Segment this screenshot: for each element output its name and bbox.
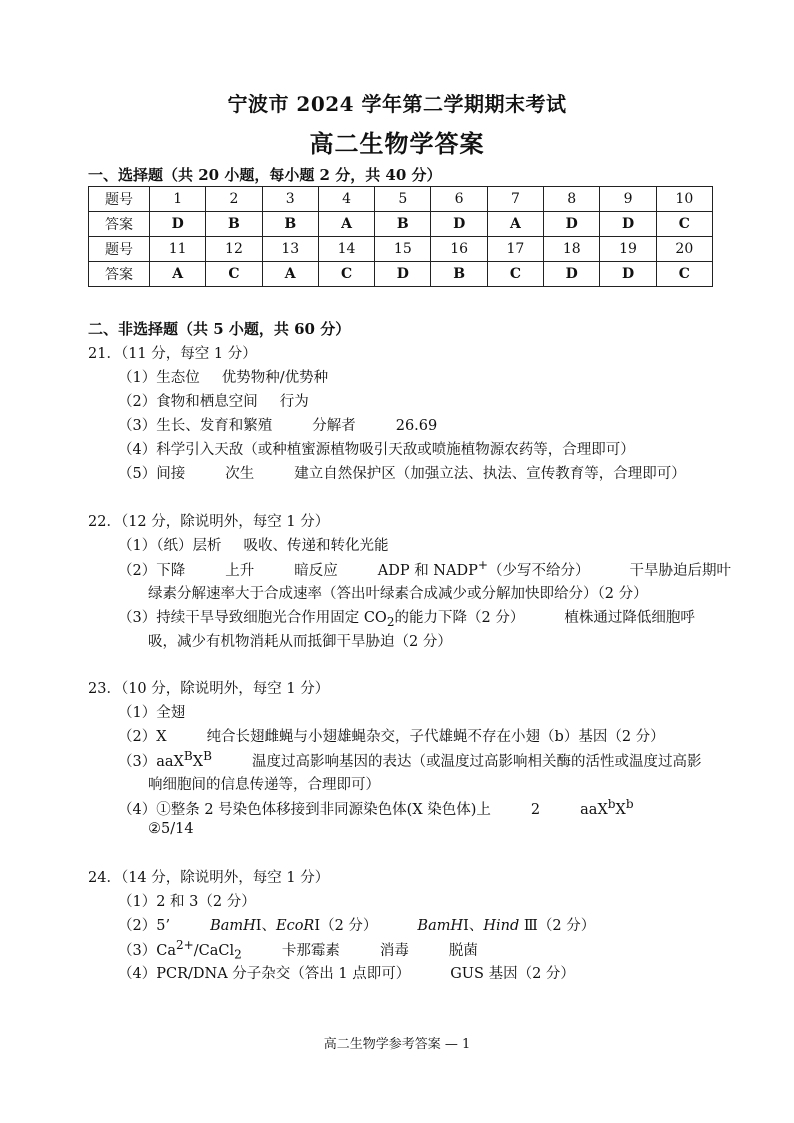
section-heading-nonchoice: 二、非选择题（共 5 小题，共 60 分） <box>88 320 351 338</box>
q24-answer-2 <box>118 914 595 935</box>
q23-answer-1: （1）全翅 <box>118 705 186 721</box>
page-footer: 高二生物学参考答案 — 1 <box>323 1037 471 1052</box>
answer-text: 26.69 <box>395 418 438 434</box>
answer-text: Ⅰ、 <box>463 918 484 934</box>
table-row <box>89 262 713 287</box>
table-row <box>89 237 713 262</box>
table-cell: 9 <box>600 187 656 212</box>
answer-cell: C <box>318 262 374 287</box>
answer-text: 的能力下降（2 分） <box>394 610 525 626</box>
q21-answer-4: （4）科学引入天敌（或种植蜜源植物吸引天敌或喷施植物源农药等，合理即可） <box>118 442 635 458</box>
q21-heading: 21．（11 分，每空 1 分） <box>88 346 257 362</box>
table-cell: 19 <box>600 237 656 262</box>
answer-text: （3）持续干旱导致细胞光合作用固定 CO <box>118 610 387 626</box>
answer-cell: B <box>262 212 318 237</box>
answer-text: （5）间接 <box>118 466 186 482</box>
answer-cell: D <box>150 212 206 237</box>
answer-text: 上升 <box>225 562 255 579</box>
answer-cell: B <box>206 212 262 237</box>
enzyme-name: EcoR <box>276 918 315 934</box>
enzyme-name: Hind <box>483 918 520 934</box>
q21-answer-3 <box>118 414 437 435</box>
q21-answer-5 <box>118 462 686 483</box>
enzyme-name: BamH <box>210 918 256 934</box>
superscript: B <box>203 749 212 763</box>
answer-text: X <box>192 753 204 770</box>
answer-text: 温度过高影响基因的表达（或温度过高影响相关酶的活性或温度过高影 <box>251 753 702 770</box>
answer-text: X <box>615 801 626 818</box>
table-cell: 12 <box>206 237 262 262</box>
answer-text: Ⅲ（2 分） <box>519 918 596 934</box>
answer-cell: D <box>544 262 600 287</box>
table-cell: 17 <box>487 237 543 262</box>
answer-text: （2）X <box>118 729 167 745</box>
answer-text: 植株通过降低细胞呼 <box>564 610 695 626</box>
answer-text: /CaCl <box>193 942 235 959</box>
section-heading-choice: 一、选择题（共 20 小题，每小题 2 分，共 40 分） <box>88 166 442 184</box>
table-cell: 10 <box>656 187 712 212</box>
superscript: + <box>477 558 488 572</box>
answer-text: 行为 <box>279 394 309 410</box>
answer-text: GUS 基因（2 分） <box>450 966 575 982</box>
table-cell: 4 <box>318 187 374 212</box>
page-subtitle: 高二生物学答案 <box>309 129 485 158</box>
enzyme-name: BamH <box>417 918 464 934</box>
answer-text: aaX <box>580 801 608 818</box>
answer-cell: A <box>487 212 543 237</box>
table-row <box>89 187 713 212</box>
q24-answer-4 <box>118 962 575 983</box>
answer-text: 干旱胁迫后期叶 <box>629 562 731 579</box>
q22-answer-3-cont: 吸，减少有机物消耗从而抵御干旱胁迫（2 分） <box>148 634 452 650</box>
q22-answer-1 <box>118 534 388 555</box>
table-cell: 13 <box>262 237 318 262</box>
answer-text: （少写不给分） <box>487 562 590 579</box>
q23-answer-4 <box>118 797 634 819</box>
superscript: B <box>183 749 193 763</box>
q23-answer-3-cont: 响细胞间的信息传递等，合理即可） <box>148 777 380 793</box>
answer-text: 脱菌 <box>448 942 478 959</box>
subscript: 2 <box>234 947 242 962</box>
row-label: 答案 <box>89 262 150 287</box>
answer-cell: C <box>656 262 712 287</box>
answer-text: 优势物种/优势种 <box>221 370 329 386</box>
answer-text: 分解者 <box>312 418 356 434</box>
table-cell: 1 <box>150 187 206 212</box>
table-cell: 20 <box>656 237 712 262</box>
answer-text: Ⅰ（2 分） <box>314 918 378 934</box>
answer-text: （2）食物和栖息空间 <box>118 394 258 410</box>
answer-text: 卡那霉素 <box>281 942 340 959</box>
q23-heading: 23．（10 分，除说明外，每空 1 分） <box>88 681 330 697</box>
table-cell: 11 <box>150 237 206 262</box>
subscript: 2 <box>386 614 395 629</box>
table-cell: 3 <box>262 187 318 212</box>
answer-text: （3）Ca <box>118 942 176 959</box>
table-cell: 2 <box>206 187 262 212</box>
exam-title: 宁波市 2024 学年第二学期期末考试 <box>227 92 567 116</box>
answer-cell: D <box>544 212 600 237</box>
answer-text: 消毒 <box>379 942 409 959</box>
q22-heading: 22．（12 分，除说明外，每空 1 分） <box>88 514 330 530</box>
answer-cell: D <box>600 262 656 287</box>
q23-answer-3 <box>118 749 701 771</box>
table-cell: 14 <box>318 237 374 262</box>
q22-answer-2-cont: 绿素分解速率大于合成速率（答出叶绿素合成减少或分解加快即给分）（2 分） <box>148 586 648 602</box>
table-cell: 8 <box>544 187 600 212</box>
q22-answer-3 <box>118 606 695 629</box>
answer-cell: B <box>431 262 487 287</box>
superscript: 2+ <box>175 938 194 952</box>
answer-text: （4）①整条 2 号染色体移接到非同源染色体(X 染色体)上 <box>118 801 491 818</box>
row-label: 题号 <box>89 187 150 212</box>
answer-text: 纯合长翅雌蝇与小翅雄蝇杂交，子代雄蝇不存在小翅（b）基因（2 分） <box>206 729 665 745</box>
q24-answer-1: （1）2 和 3（2 分） <box>118 894 256 910</box>
answer-text: （1）生态位 <box>118 370 200 386</box>
answer-text: 吸收、传递和转化光能 <box>243 538 389 554</box>
row-label: 题号 <box>89 237 150 262</box>
answer-cell: D <box>375 262 431 287</box>
answer-table <box>88 186 713 287</box>
table-cell: 18 <box>544 237 600 262</box>
q22-answer-2 <box>118 558 731 580</box>
q23-answer-2 <box>118 725 665 746</box>
q21-answer-2 <box>118 390 309 411</box>
answer-text: 暗反应 <box>294 562 338 579</box>
answer-text: （3）aaX <box>118 753 184 770</box>
superscript: b <box>607 797 616 811</box>
answer-cell: C <box>206 262 262 287</box>
q21-answer-1 <box>118 366 328 387</box>
answer-text: 次生 <box>225 466 255 482</box>
row-label: 答案 <box>89 212 150 237</box>
answer-cell: A <box>262 262 318 287</box>
answer-text: 2 <box>530 801 541 818</box>
answer-cell: D <box>431 212 487 237</box>
table-row <box>89 212 713 237</box>
answer-text: （4）PCR/DNA 分子杂交（答出 1 点即可） <box>118 966 411 982</box>
answer-cell: C <box>656 212 712 237</box>
answer-cell: B <box>375 212 431 237</box>
table-cell: 6 <box>431 187 487 212</box>
superscript: b <box>625 797 634 811</box>
q23-answer-4-part2: ②5/14 <box>148 821 194 837</box>
table-cell: 7 <box>487 187 543 212</box>
answer-text: （3）生长、发育和繁殖 <box>118 418 273 434</box>
answer-text: ADP 和 NADP <box>377 562 478 579</box>
table-cell: 5 <box>375 187 431 212</box>
table-cell: 16 <box>431 237 487 262</box>
answer-text: （2）5’ <box>118 918 171 934</box>
answer-text: （2）下降 <box>118 562 186 579</box>
answer-cell: A <box>150 262 206 287</box>
answer-cell: A <box>318 212 374 237</box>
answer-text: 建立自然保护区（加强立法、执法、宣传教育等，合理即可） <box>294 466 686 482</box>
answer-text: Ⅰ、 <box>255 918 276 934</box>
answer-text: （1）（纸）层析 <box>118 538 222 554</box>
q24-heading: 24．（14 分，除说明外，每空 1 分） <box>88 870 330 886</box>
q24-answer-3 <box>118 938 478 962</box>
table-cell: 15 <box>375 237 431 262</box>
answer-cell: C <box>487 262 543 287</box>
answer-cell: D <box>600 212 656 237</box>
